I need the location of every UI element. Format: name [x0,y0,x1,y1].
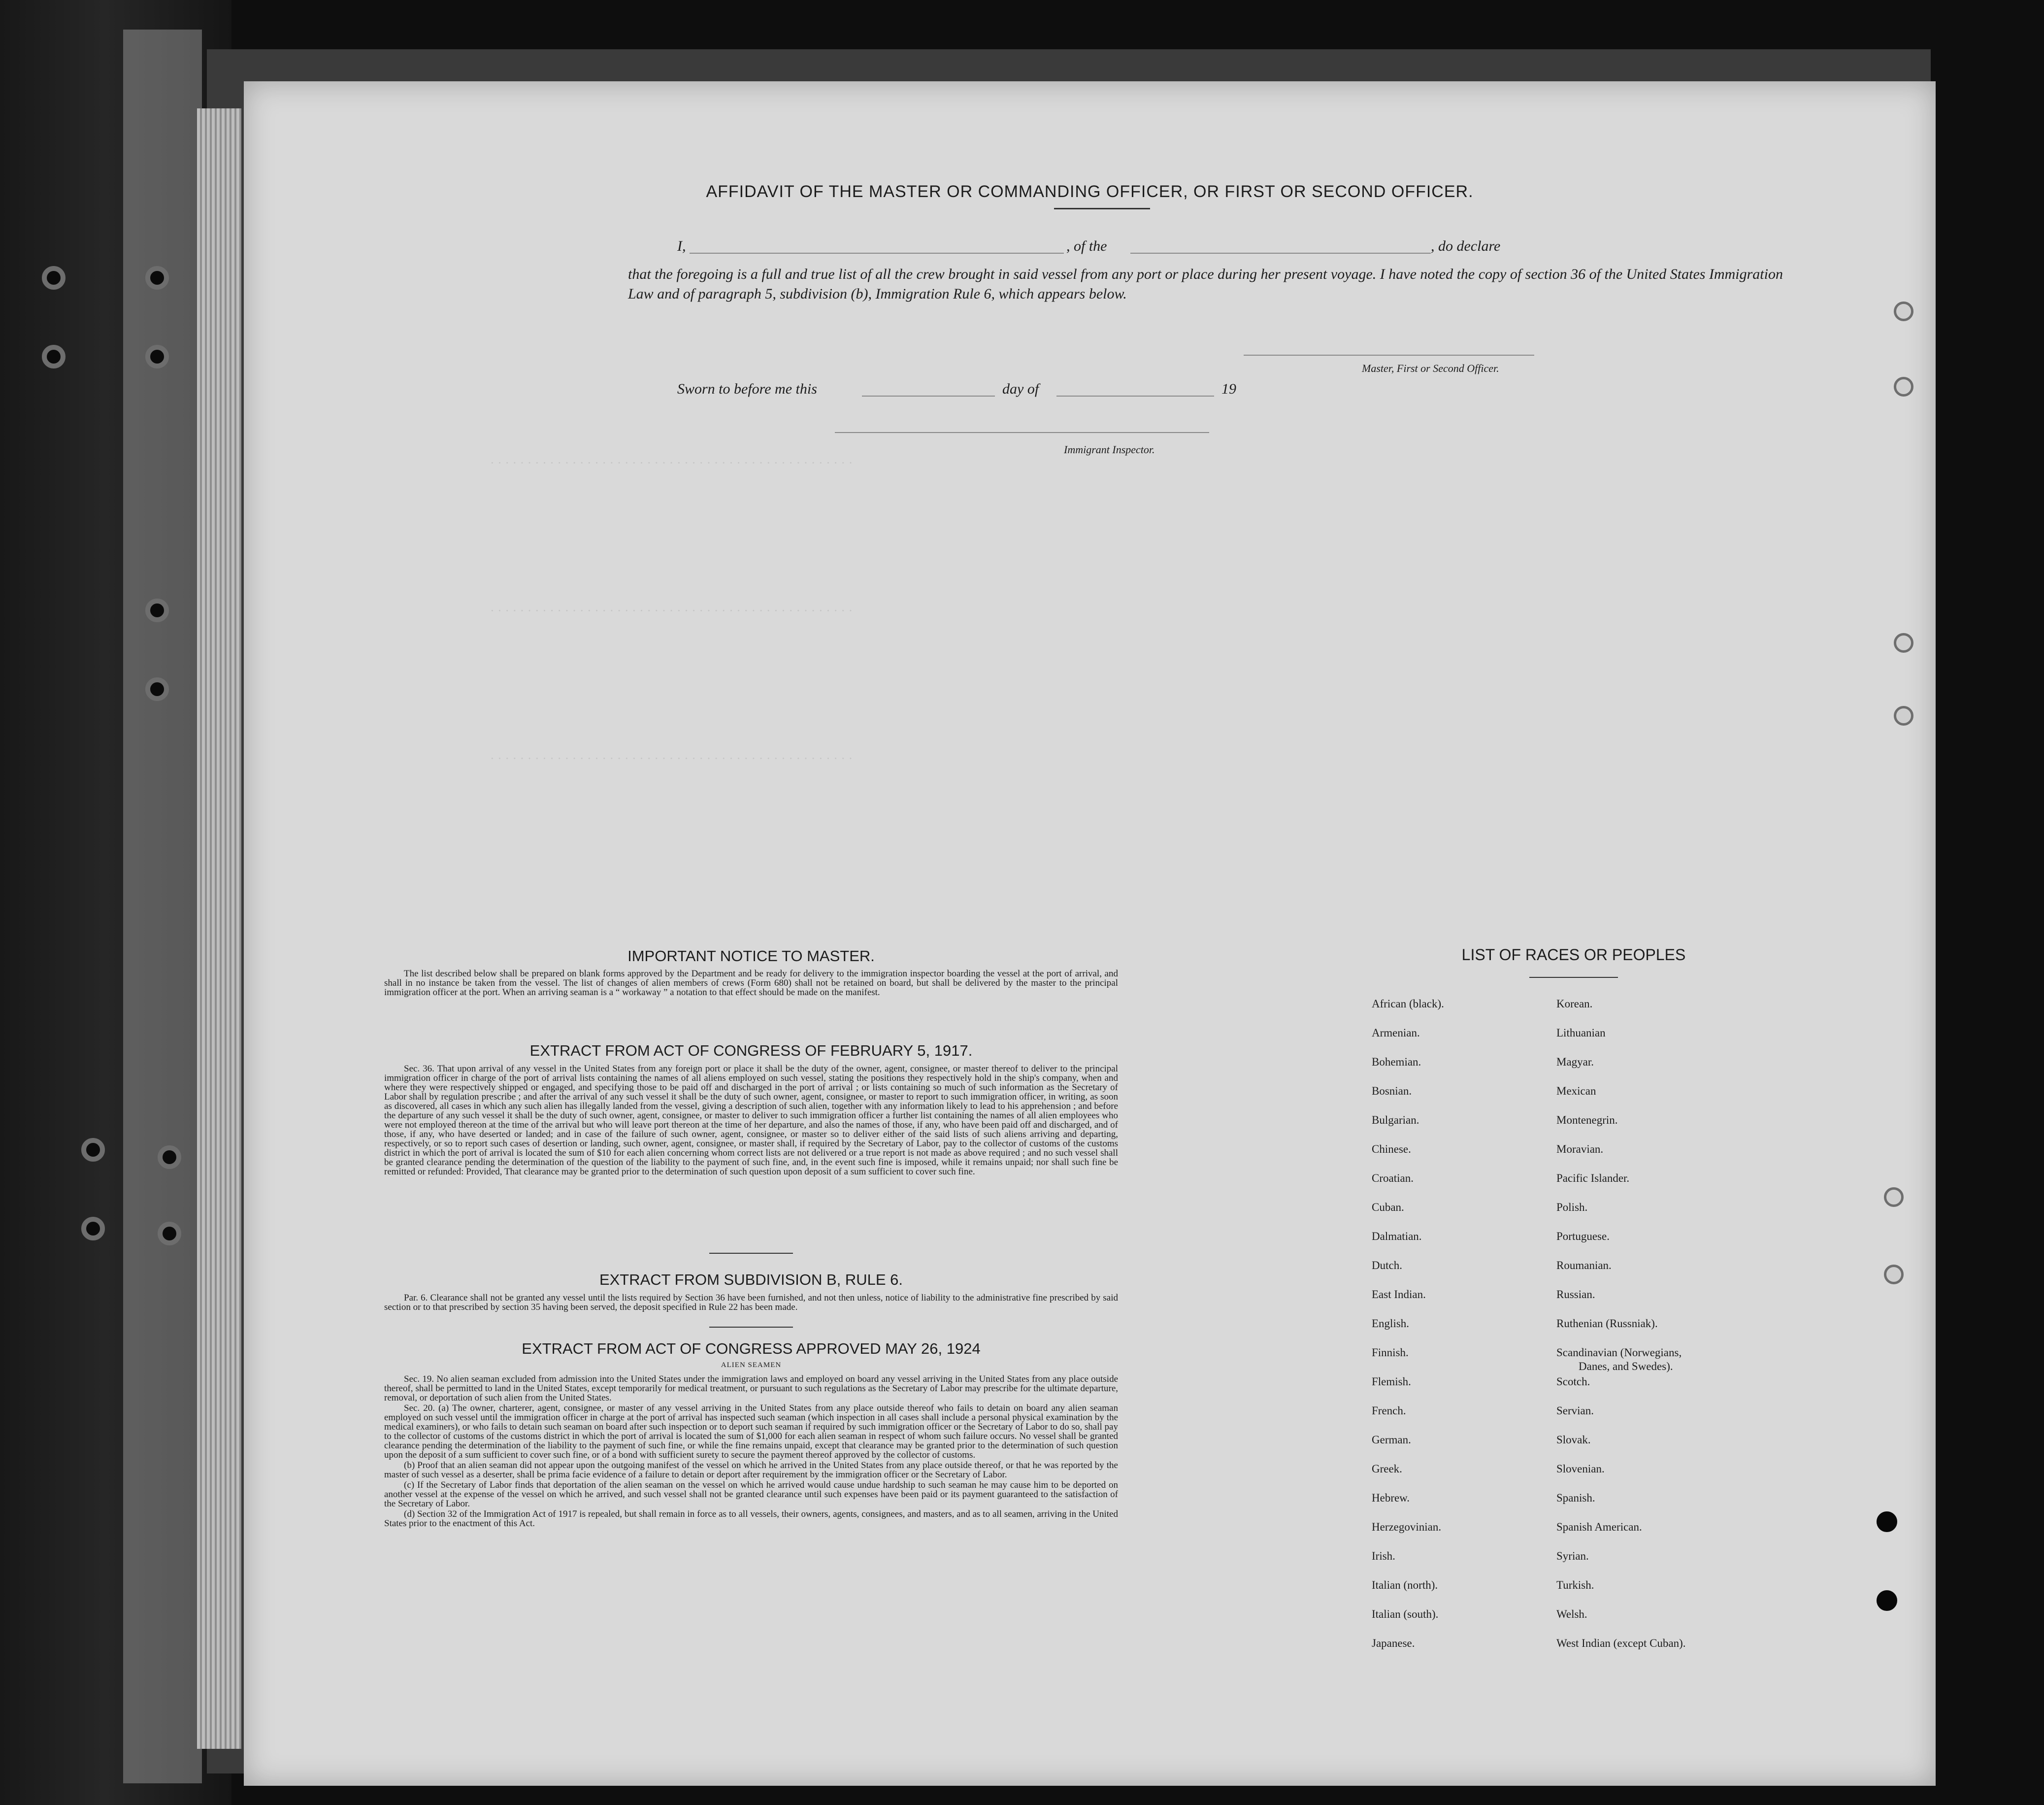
race-item: Montenegrin. [1556,1114,1618,1126]
section-20a-paragraph: Sec. 20. (a) The owner, charterer, agent, consignee, or master of any vessel arriving in the United States from any place outside thereof who fails to detain on board any alien seaman employed on such vessel until the immigration officer in charge at the port of arrival has inspected such seaman (which inspection in all cases shall include a personal physical examination by the medical examiners), or who fails to detain such seaman on board after such inspection or to deport such seaman if required by such immigration officer or the Secretary of Labor to do so, shall pay to the collector of customs of the customs district in which the port of arrival is located the sum of $1,000 for each alien seaman in respect of whom such failure occurs. No vessel shall be granted clearance pending the determination of the liability to the payment of such fine, or while the fine remains unpaid, except that clearance may be granted prior to the determination of such question upon the deposit of a sum sufficient to cover such fine, or of a bond with sufficient surety to secure the payment thereof approved by the collector of customs. [384,1403,1118,1460]
notice-text [384,969,1118,998]
vessel-line [1130,253,1431,254]
race-item: Moravian. [1556,1143,1604,1155]
race-item: Slovenian. [1556,1463,1605,1475]
page-hole [1894,706,1913,726]
race-item: Polish. [1556,1201,1588,1213]
race-item: English. [1372,1317,1410,1330]
race-item: African (black). [1372,998,1444,1010]
race-item: French. [1372,1404,1406,1417]
extract-1917-text [384,1064,1118,1177]
race-item: Scandinavian (Norwegians, [1556,1346,1682,1359]
race-item: East Indian. [1372,1288,1426,1301]
divider-rule [709,1327,793,1328]
race-item: Croatian. [1372,1172,1414,1184]
rule-6-title: EXTRACT FROM SUBDIVISION B, RULE 6. [599,1271,903,1288]
race-item: Italian (south). [1372,1608,1439,1620]
binder-hole [158,1145,181,1169]
master-signature-line [1244,355,1534,356]
race-item: Finnish. [1372,1346,1409,1359]
race-item: Japanese. [1372,1637,1415,1649]
page-hole [1884,1187,1904,1207]
race-item: West Indian (except Cuban). [1556,1637,1686,1649]
inspector-signature-line [835,432,1209,433]
sheet-edges [197,108,241,1749]
day-of-label: day of [1002,381,1039,397]
race-item: Bosnian. [1372,1085,1412,1097]
binder-hole [145,345,169,368]
race-item: Bulgarian. [1372,1114,1419,1126]
race-item: Italian (north). [1372,1579,1438,1591]
i-label: I, [677,238,686,254]
page-hole [1894,301,1913,321]
race-item: Turkish. [1556,1579,1594,1591]
race-item: German. [1372,1434,1411,1446]
bleed-through: · · · · · · · · · · · · · · · · · · · · · · · · · · · · · · · · · · · · · · · · · · · · · · · · · [490,603,853,618]
race-item: Russian. [1556,1288,1595,1301]
divider-rule [709,1253,793,1254]
master-signature-label: Master, First or Second Officer. [1362,362,1499,374]
race-item: Lithuanian [1556,1027,1606,1039]
race-item: Greek. [1372,1463,1402,1475]
race-item: Flemish. [1372,1375,1411,1388]
section-36-paragraph: Sec. 36. That upon arrival of any vessel in the United States from any foreign port or place it shall be the duty of the owner, agent, consignee, or master thereof to deliver to the principal immigration officer in charge of the port of arrival lists containing the names of all aliens employed on such vessel, stating the positions they respectively hold in the ship's company, when and where they were respectively shipped or engaged, and specifying those to be paid off and discharged in the port of arrival ; or lists containing so much of such information as the Secretary of Labor shall by regulation prescribe ; and after the arrival of any such vessel it shall be the duty of such owner, agent, consignee, or master to report to such immigration officer, in writing, as soon as discovered, all cases in which any such alien has illegally landed from the vessel, giving a description of such alien, together with any information likely to lead to his apprehension ; and before the departure of any such vessel it shall be the duty of such owner, agent, consignee, or master to deliver to such immigration officer a further list containing the names of all alien employees who were not employed thereon at the time of the arrival but who will leave port thereon at the time of her departure, and also the names of those, if any, who have been paid off and discharged, and of those, if any, who have deserted or landed; and in case of the failure of such owner, agent, consignee, or master so to deliver either of the said lists of such aliens arriving and departing, respectively, or so to report such cases of desertion or landing, such owner, agent, consignee, or master shall, if required by the Secretary of Labor, pay to the collector of customs of the customs district in which the port of arrival is located the sum of $10 for each alien concerning whom correct lists are not delivered or a true report is not made as above required ; and no such vessel shall be granted clearance pending the determination of the question of the liability to the payment of such fine, and, in the event such fine is imposed, while it remains unpaid; nor shall such fine be remitted or refunded: Provided, That clearance may be granted prior to the determination of such question upon deposit of a sum sufficient to cover such fine. [384,1064,1118,1177]
race-item: Servian. [1556,1404,1594,1417]
year-label: 19 [1221,381,1236,397]
page-hole [1884,1265,1904,1284]
race-item: Portuguese. [1556,1230,1610,1242]
binder-hole [145,599,169,622]
race-item: Syrian. [1556,1550,1589,1562]
sworn-label: Sworn to before me this [677,381,817,397]
do-declare-label: , do declare [1431,238,1501,254]
bleed-through: · · · · · · · · · · · · · · · · · · · · · · · · · · · · · · · · · · · · · · · · · · · · · · · · · [490,456,853,470]
race-item: Welsh. [1556,1608,1587,1620]
rule-6-text [384,1293,1118,1313]
rule-6-paragraph: Par. 6. Clearance shall not be granted any vessel until the lists required by Section 36 have been furnished, and not then unless, notice of liability to the administrative fine prescribed by said section or to that prescribed by section 35 having been served, the deposit specified in Rule 22 has been made. [384,1293,1118,1312]
race-item: Hebrew. [1372,1492,1410,1504]
section-20b-paragraph: (b) Proof that an alien seaman did not appear upon the outgoing manifest of the vessel on which he arrived in the United States from any place outside thereof, or that he was reported by the master of such vessel as a deserter, shall be prima facie evidence of a failure to detain or deport after requirement by the immigration officer or the Secretary of Labor. [384,1460,1118,1480]
extract-1924-text [384,1374,1118,1529]
race-item: Herzegovinian. [1372,1521,1442,1533]
affidavit-title: AFFIDAVIT OF THE MASTER OR COMMANDING OFFICER, OR FIRST OR SECOND OFFICER. [706,182,1474,201]
page-hole [1894,633,1913,653]
extract-1924-title: EXTRACT FROM ACT OF CONGRESS APPROVED MAY 26, 1924 [522,1340,981,1357]
binder-hole [42,345,66,368]
race-item: Korean. [1556,998,1593,1010]
sworn-day-line [862,396,995,397]
races-left-column [1372,998,1444,1666]
binder-hole [81,1217,105,1240]
race-item: Scotch. [1556,1375,1590,1388]
races-right-column [1556,998,1686,1666]
race-item: Pacific Islander. [1556,1172,1630,1184]
race-item: Mexican [1556,1085,1596,1097]
document-page [244,81,1936,1786]
race-item: Dutch. [1372,1259,1402,1271]
sworn-month-line [1056,396,1214,397]
races-rule [1529,977,1618,978]
race-item: Roumanian. [1556,1259,1612,1271]
section-19-paragraph: Sec. 19. No alien seaman excluded from admission into the United States under the immigration laws and employed on board any vessel arriving in the United States from any place outside thereof, shall be permitted to land in the United States, except temporarily for medical treatment, or pursuant to such regulations as the Secretary of Labor may prescribe for the ultimate departure, removal, or deportation of such alien from the United States. [384,1374,1118,1403]
race-item: Magyar. [1556,1056,1594,1068]
binder-hole [145,677,169,701]
binder-hole [81,1138,105,1162]
name-line [690,253,1064,254]
page-hole [1877,1511,1897,1532]
binder-hole [145,266,169,290]
title-rule [1054,208,1150,209]
race-item: Armenian. [1372,1027,1420,1039]
binder-hole [42,266,66,290]
section-20d-paragraph: (d) Section 32 of the Immigration Act of 1917 is repealed, but shall remain in force as to all vessels, their owners, agents, consignees, and masters, and as to all seamen, arriving in the United States prior to the enactment of this Act. [384,1509,1118,1529]
race-item: Ruthenian (Russniak). [1556,1317,1658,1330]
of-the-label: , of the [1066,238,1107,254]
binder-hole [158,1222,181,1245]
notice-paragraph: The list described below shall be prepared on blank forms approved by the Department and be ready for delivery to the immigration inspector boarding the vessel at the port of arrival, and shall in no instance be taken from the vessel. The list of changes of alien members of crews (Form 680) shall not be retained on board, but shall be delivered by the master to the principal immigration officer at the port. When an arriving seaman is a “ workaway ” a notation to that effect should be made on the manifest. [384,969,1118,998]
page-hole [1877,1590,1897,1611]
inspector-signature-label: Immigrant Inspector. [1064,443,1155,456]
race-item: Chinese. [1372,1143,1411,1155]
race-item: Spanish American. [1556,1521,1642,1533]
declaration-text: that the foregoing is a full and true list of all the crew brought in said vessel from any port or place during her present voyage. I have noted the copy of section 36 of the United States Immigration Law and of paragraph 5, subdivision (b), Immigration Rule 6, which appears below. [628,266,1783,302]
race-item: Bohemian. [1372,1056,1421,1068]
races-title: LIST OF RACES OR PEOPLES [1461,946,1686,964]
race-item: Slovak. [1556,1434,1591,1446]
bleed-through: · · · · · · · · · · · · · · · · · · · · · · · · · · · · · · · · · · · · · · · · · · · · · · · · · [490,751,853,766]
race-item: Dalmatian. [1372,1230,1422,1242]
extract-1917-title: EXTRACT FROM ACT OF CONGRESS OF FEBRUARY 5, 1917. [529,1042,973,1059]
race-item: Irish. [1372,1550,1395,1562]
page-hole [1894,377,1913,397]
punched-strip [123,30,202,1783]
race-item: Spanish. [1556,1492,1595,1504]
race-item: Cuban. [1372,1201,1404,1213]
section-20c-paragraph: (c) If the Secretary of Labor finds that deportation of the alien seaman on the vessel on which he arrived would cause undue hardship to such seaman he may cause him to be deported on another vessel at the expense of the vessel on which he arrived, and such vessel shall not be granted clearance until such expenses have been paid or its payment guaranteed to the satisfaction of the Secretary of Labor. [384,1480,1118,1509]
notice-title: IMPORTANT NOTICE TO MASTER. [627,947,875,965]
race-item: Danes, and Swedes). [1579,1360,1673,1372]
alien-seamen-subtitle: ALIEN SEAMEN [721,1361,782,1369]
